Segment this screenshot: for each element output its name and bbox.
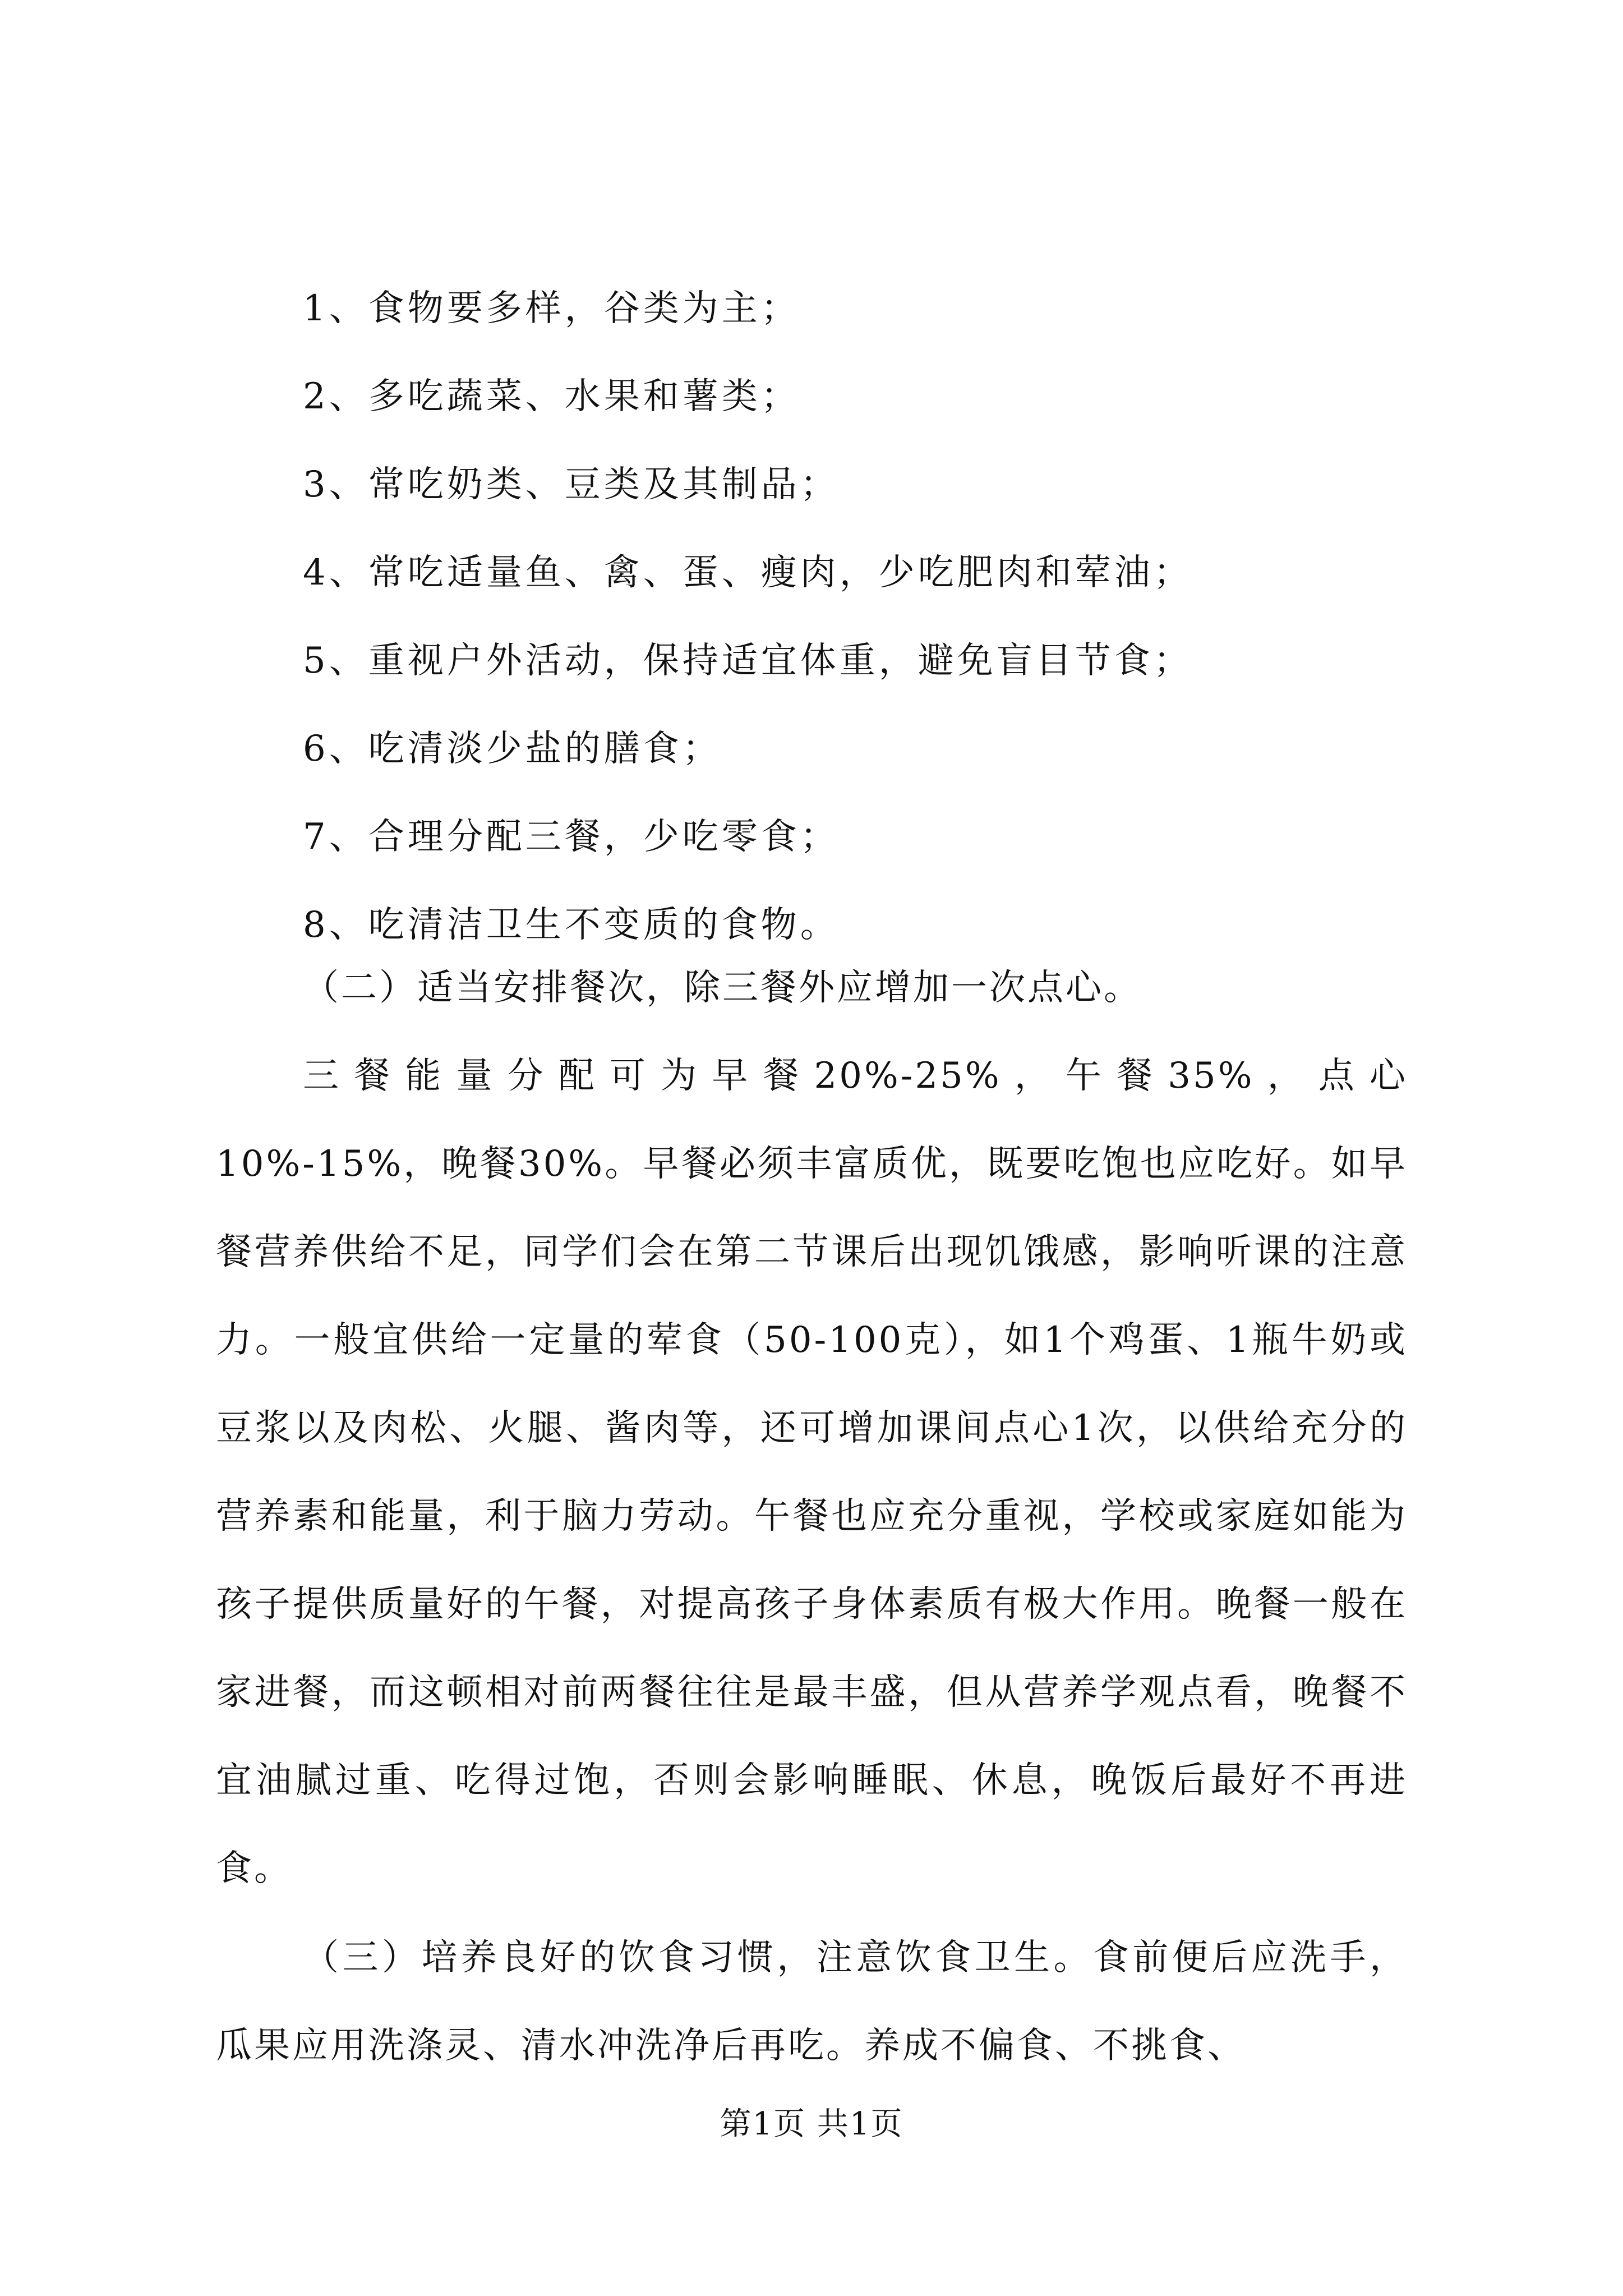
list-item: 4、常吃适量鱼、禽、蛋、瘦肉，少吃肥肉和荤油；	[303, 552, 1193, 593]
meal-distribution-paragraph: 三餐能量分配可为早餐20%-25%，午餐35%，点心10%-15%，晚餐30%。早餐必须丰富质优，既要吃饱也应吃好。如早餐营养供给不足，同学们会在第二节课后出现饥饿感，影响听课的注意力。一般宜供给一定量的荤食（50-100克），如1个鸡蛋、1瓶牛奶或豆浆以及肉松、火腿、酱肉等，还可增加课间点心1次，以供给充分的营养素和能量，利于脑力劳动。午餐也应充分重视，学校或家庭如能为孩子提供质量好的午餐，对提高孩子身体素质有极大作用。晚餐一般在家进餐，而这顿相对前两餐往往是最丰盛，但从营养学观点看，晚餐不宜油腻过重、吃得过饱，否则会影响睡眠、休息，晚饭后最好不再进食。	[216, 1055, 1408, 1889]
list-item: 3、常吃奶类、豆类及其制品；	[303, 464, 840, 505]
list-item: 8、吃清洁卫生不变质的食物。	[303, 904, 840, 946]
section-heading-2: （二）适当安排餐次，除三餐外应增加一次点心。	[303, 967, 1142, 1009]
list-item: 5、重视户外活动，保持适宜体重，避免盲目节食；	[303, 640, 1193, 682]
list-item: 1、食物要多样，谷类为主；	[303, 288, 800, 329]
section-3-paragraph: （三）培养良好的饮食习惯，注意饮食卫生。食前便后应洗手，瓜果应用洗涤灵、清水冲洗净后再吃。养成不偏食、不挑食、	[216, 1937, 1408, 2067]
list-item: 6、吃清淡少盐的膳食；	[303, 728, 722, 770]
page-footer: 第1页 共1页	[720, 2106, 903, 2142]
list-item: 7、合理分配三餐，少吃零食；	[303, 816, 840, 858]
list-item: 2、多吃蔬菜、水果和薯类；	[303, 376, 800, 417]
dietary-guidelines-list	[303, 279, 1193, 984]
